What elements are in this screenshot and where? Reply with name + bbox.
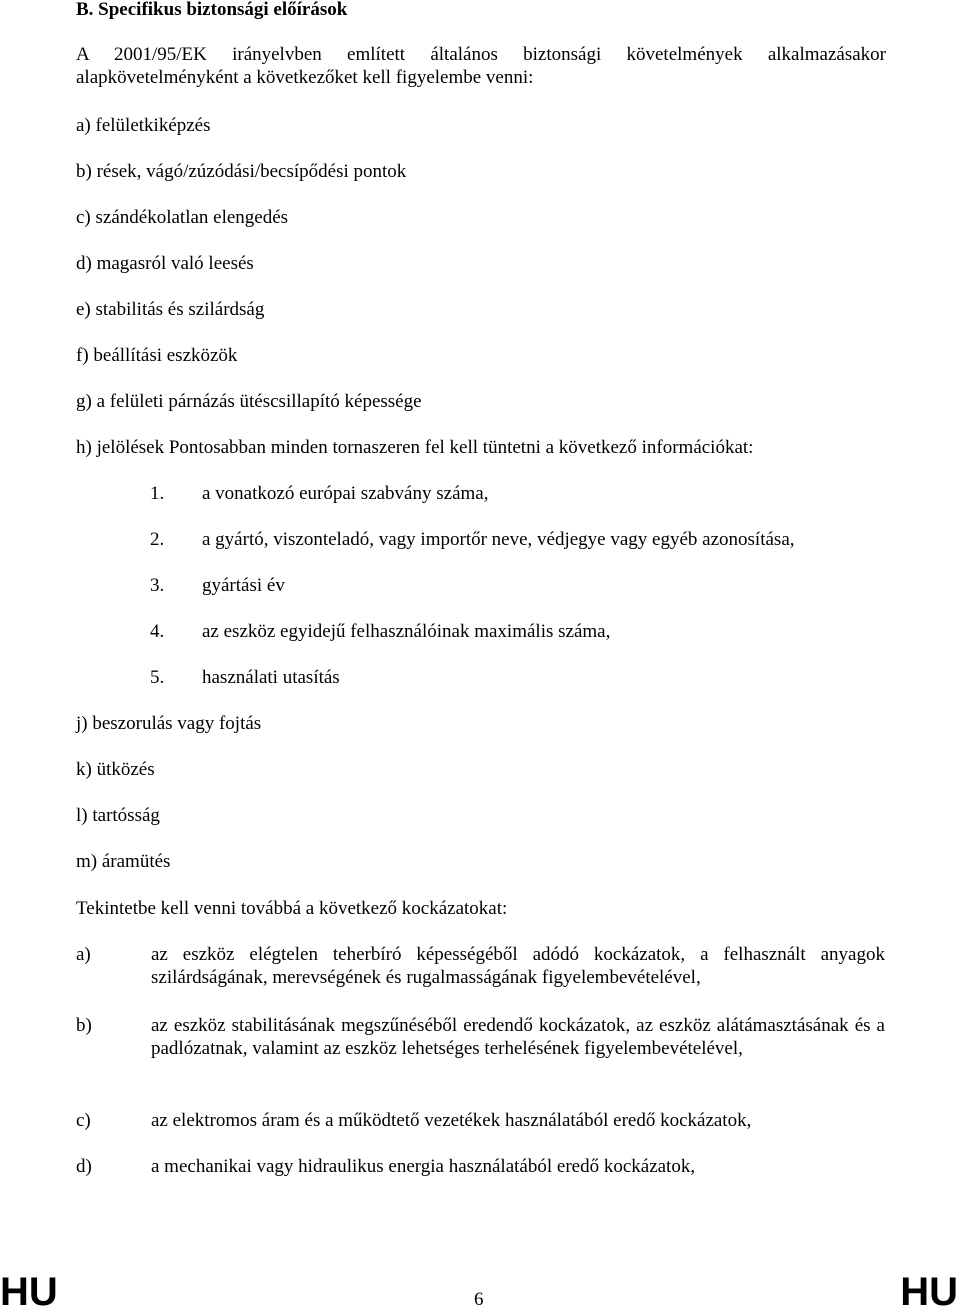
risks-intro: Tekintetbe kell venni továbbá a következő kockázatokat: xyxy=(76,898,508,919)
risk-label: c) xyxy=(76,1110,91,1131)
list-item: c) szándékolatlan elengedés xyxy=(76,207,289,228)
sub-item-text: az eszköz egyidejű felhasználóinak maximális száma, xyxy=(202,621,611,642)
list-item: e) stabilitás és szilárdság xyxy=(76,299,265,320)
list-item: d) magasról való leesés xyxy=(76,253,254,274)
sub-item-number: 3. xyxy=(150,575,165,596)
sub-item-number: 4. xyxy=(150,621,165,642)
footer-language-code-left: HU xyxy=(0,1270,58,1314)
sub-item-number: 5. xyxy=(150,667,165,688)
section-heading: B. Specifikus biztonsági előírások xyxy=(76,0,348,20)
risk-label: a) xyxy=(76,944,91,965)
sub-item-number: 2. xyxy=(150,529,165,550)
risk-label: b) xyxy=(76,1015,92,1036)
risk-text: az eszköz elégtelen teherbíró képességéből adódó kockázatok, a felhasznált anyagok szilárdságának, merevségének és rugalmasságának figyelembevételével, xyxy=(151,944,885,988)
list-item: k) ütközés xyxy=(76,759,155,780)
risk-label: d) xyxy=(76,1156,92,1177)
list-item: h) jelölések Pontosabban minden tornaszeren fel kell tüntetni a következő információkat: xyxy=(76,437,754,458)
list-item: a) felületkiképzés xyxy=(76,115,211,136)
risk-text: az elektromos áram és a működtető vezetékek használatából eredő kockázatok, xyxy=(151,1110,752,1131)
intro-paragraph: A 2001/95/EK irányelvben említett általános biztonsági követelmények alkalmazásakor alapkövetelményként a következőket kell figyelembe venni: xyxy=(76,44,886,88)
list-item: g) a felületi párnázás ütéscsillapító képessége xyxy=(76,391,422,412)
sub-item-text: gyártási év xyxy=(202,575,285,596)
sub-item-text: a vonatkozó európai szabvány száma, xyxy=(202,483,489,504)
list-item: b) rések, vágó/zúzódási/becsípődési pontok xyxy=(76,161,407,182)
sub-item-text: használati utasítás xyxy=(202,667,340,688)
list-item: f) beállítási eszközök xyxy=(76,345,238,366)
risk-text: a mechanikai vagy hidraulikus energia használatából eredő kockázatok, xyxy=(151,1156,696,1177)
sub-item-number: 1. xyxy=(150,483,165,504)
list-item: j) beszorulás vagy fojtás xyxy=(76,713,262,734)
list-item: l) tartósság xyxy=(76,805,160,826)
list-item: m) áramütés xyxy=(76,851,171,872)
footer-language-code-right: HU xyxy=(900,1270,958,1314)
risk-text: az eszköz stabilitásának megszűnéséből eredendő kockázatok, az eszköz alátámasztásának és a padlózatnak, valamint az eszköz lehetséges terhelésének figyelembevételével, xyxy=(151,1015,885,1059)
page-number: 6 xyxy=(474,1289,484,1310)
sub-item-text: a gyártó, viszonteladó, vagy importőr neve, védjegye vagy egyéb azonosítása, xyxy=(202,529,795,550)
